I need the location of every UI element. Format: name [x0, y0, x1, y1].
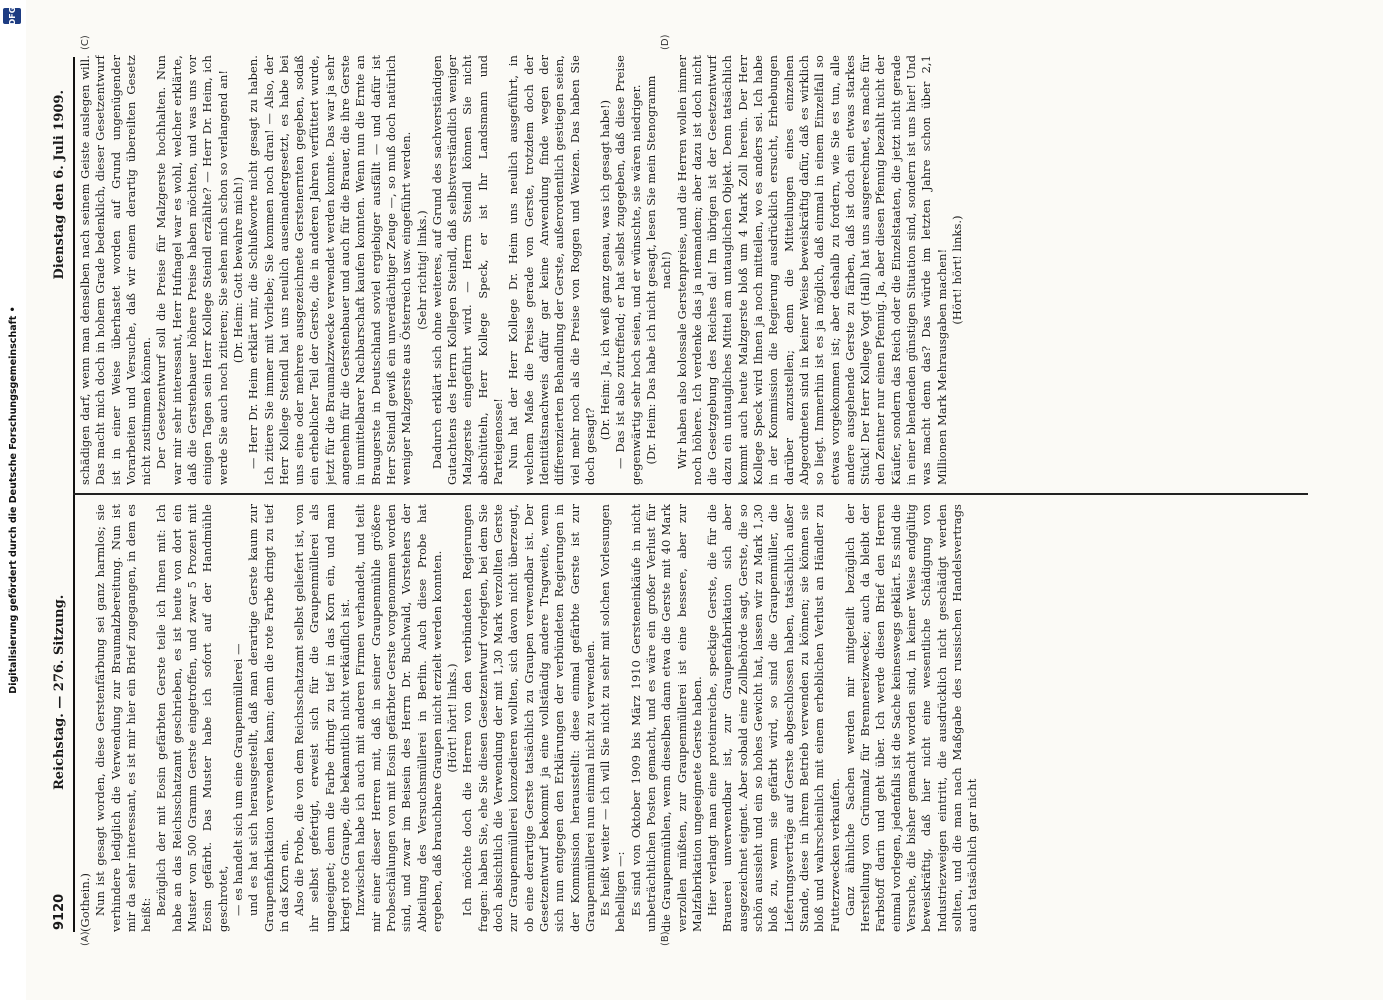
right-column [78, 55, 1298, 485]
paragraph: — Herr Dr. Heim erklärt mir, die Schlußworte nicht gesagt zu haben. Ich zitiere Sie immer mit Vorliebe; Sie kommen noch dran! — Also, der Herr Kollege Steindl hat uns neulich auseinandergesetzt, es habe bei uns eine oder mehrere ausgezeichnete Gerstenernten gegeben, sodaß ein erheblicher Teil der Gerste, die in anderen Jahren verfüttert wurde, jetzt für die Braumalzzwecke verwendet werden konnte. Das war ja sehr angenehm für die Gerstenbauer und auch für die Brauer, die ihre Gerste in unmittelbarer Nachbarschaft kaufen konnten. Wenn nun die Ernte an Braugerste in Deutschland soviel ergiebiger ausfällt — und dafür ist Herr Steindl gewiß ein unverdächtiger Zeuge —, so muß doch natürlich weniger Malzgerste aus Österreich usw. eingeführt werden. [246, 55, 414, 485]
paragraph: Dadurch erklärt sich ohne weiteres, auf Grund des sachverständigen Gutachtens des Herrn Kollegen Steindl, daß selbstverständlich weniger Malzgerste eingeführt wird. — Herrn Steindl können Sie nicht abschütteln, Herr Kollege Speck, er ist Ihr Landsmann und Parteigenosse! [429, 55, 506, 485]
margin-marker-b: (B) [660, 931, 671, 946]
page-header [52, 0, 72, 930]
paragraph: Nun ist gesagt worden, diese Gerstenfärbung sei ganz harmlos; sie verhindere lediglich die Verwendung zur Braumalzbereitung. Nun ist mir da sehr interessant, es ist mir hier ein Brief zugegangen, in dem es heißt: [93, 504, 154, 932]
header-session: Reichstag. — 276. Sitzung. [52, 594, 67, 790]
margin-marker-a: (A) [80, 931, 91, 946]
paragraph: (Dr. Heim: Das habe ich nicht gesagt, lesen Sie mein Stenogramm nach!) [643, 75, 674, 465]
margin-marker-d: (D) [660, 34, 671, 50]
paragraph: (Dr. Heim: Gott bewahre mich!) [230, 176, 245, 364]
paragraph: (Dr. Heim: Ja, ich weiß ganz genau, was ich gesagt habe!) [598, 99, 613, 441]
paragraph: schädigen darf, wenn man denselben nach seinem Geiste auslegen will. Das macht mich doch in hohem Grade bedenklich, dieser Gesetzentwurf ist in einer Weise überhastet worden auf Grund ungenügender Vorarbeiten und Versuche, daß wir einem derartig übereilten Gesetz nicht zustimmen können. [78, 55, 154, 485]
column-divider [73, 493, 1308, 495]
paragraph: Ich möchte doch die Herren von den verbündeten Regierungen fragen: haben Sie, ehe Sie diesen Gesetzentwurf vorlegten, bei dem Sie doch absichtlich die Verwendung der mit 1,30 Mark verzollten Gerste zur Graupenmüllerei konzedieren wollten, sich davon nicht überzeugt, ob eine derartige Gerste tatsächlich zu Graupen verwendbar ist. Der Gesetzentwurf bekommt ja eine vollständig andere Tragweite, wenn sich nun entgegen den Erklärungen der verbündeten Regierungen in der Kommission herausstellt: diese einmal gefärbte Gerste ist zur Graupenmüllerei nun einmal nicht zu verwenden. [460, 504, 597, 932]
paragraph: Es sind von Oktober 1909 bis März 1910 Gersteneinkäufe in nicht unbeträchtlichen Posten gemacht, und es wäre ein großer Verlust für die Graupenmühlen, wenn dieselben dann etwa die Gerste mit 40 Mark verzollen müßten, zur Graupenmüllerei ist eine bessere, aber zur Malzfabrikation ungeeignete Gerste haben. [628, 504, 704, 932]
paragraph: Also die Probe, die von dem Reichsschatzamt selbst geliefert ist, von ihr selbst gefertigt, erweist sich für die Graupenmüllerei als ungeeignet; denn die Farbe dringt zu tief in das Korn ein, und man kriegt rote Graupe, die bekanntlich nicht verkäuflich ist. [292, 504, 353, 932]
paragraph: Ganz ähnliche Sachen werden mir mitgeteilt bezüglich der Herstellung von Grünmalz für Brennereizwecke; auch da bleibt der Farbstoff darin und geht über. Ich werde diesen Brief den Herren einmal vorlegen, jedenfalls ist die Sache keineswegs geklärt. Es sind die Versuche, die bisher gemacht worden sind, in keiner Weise endgültig beweiskräftig, daß hier nicht eine wesentliche Schädigung von Industriezweigen eintritt, die ausdrücklich nicht geschädigt werden sollten, und die man nach Maßgabe des russischen Handelsvertrags auch tatsächlich gar nicht [842, 504, 980, 932]
paragraph: Bezüglich der mit Eosin gefärbten Gerste teile ich Ihnen mit: Ich habe an das Reichsschatzamt geschrieben, es ist heute von dort ein Muster von 500 Gramm Gerste eingetroffen, und zwar 5 Prozent mit Eosin gefärbt. Das Muster habe ich sofort auf der Handmühle geschrotet, [154, 504, 230, 932]
paragraph: (Hört! hört! links.) [445, 663, 460, 773]
page-number: 9120 [52, 893, 67, 930]
margin-marker-c: (C) [80, 35, 91, 50]
paragraph: — es handelt sich um eine Graupenmüllerei — [230, 643, 245, 916]
paragraph: (Hört! hört! links.) [949, 215, 964, 325]
paragraph: Hier verlangt man eine proteinreiche, speckige Gerste, die für die Brauerei unverwendbar ist, zur Graupenfabrikation sich aber ausgezeichnet eignet. Aber sobald eine Zollbehörde sagt, Gerste, die so schön aussieht und ein so hohes Gewicht hat, lassen wir zu Mark 1,30 bloß zu, wenn sie gefärbt wird, so sind die Graupenmüller, die Lieferungsverträge auf Gerste abgeschlossen haben, tatsächlich außer Stande, diese in ihrem Betrieb verwenden zu können; sie können sie bloß und wahrscheinlich mit einem erheblichen Verlust an Händler zu Futterzwecken verkaufen. [705, 504, 842, 932]
paragraph: Der Gesetzentwurf soll die Preise für Malzgerste hochhalten. Nun war mir sehr interessant, Herr Hufnagel war es wohl, welcher erklärte, daß die Gerstenbauer höhere Preise haben möchten, und was uns vor einigen Tagen sein Herr Kollege Steindl erzählte? — Herr Dr. Heim, ich werde Sie auch noch zitieren; Sie sehen mich schon so verlangend an! [154, 55, 230, 485]
paragraph: (Gothein.) [78, 872, 92, 932]
digitization-notice-text: Digitalisierung gefördert durch die Deutsche Forschungsgemeinschaft • [7, 306, 19, 694]
paragraph: Es heißt weiter — ich will Sie nicht zu sehr mit solchen Vorlesungen behelligen —: [598, 504, 628, 932]
digitization-notice [0, 0, 26, 1000]
paragraph: und es hat sich herausgestellt, daß man derartige Gerste kaum zur Graupenfabrikation verwenden kann; denn die rote Farbe dringt zu tief in das Korn ein. [246, 504, 291, 932]
paragraph: (Sehr richtig! links.) [414, 210, 429, 330]
paragraph: — Das ist also zutreffend; er hat selbst zugegeben, daß diese Preise gegenwärtig sehr hoch seien, und er wünschte, sie wären niedriger. [613, 55, 643, 485]
dfg-logo-text: DFG [7, 6, 17, 26]
dfg-logo [3, 8, 21, 24]
paragraph: Wir haben also kolossale Gerstenpreise, und die Herren wollen immer noch höhere. Ich verdenke das ja niemandem; aber dazu ist doch nicht die Gesetzgebung des Reiches da! Im übrigen ist der Gesetzentwurf dazu ein untaugliches Mittel am untauglichen Objekt. Denn tatsächlich kommt auch heute Malzgerste bloß um 4 Mark Zoll herein. Der Herr Kollege Speck wird Ihnen ja noch mitteilen, wo es anders sei. Ich habe in der Kommission die Regierung ausdrücklich ersucht, Erhebungen darüber anzustellen; denn die Mitteilungen eines einzelnen Abgeordneten sind in keiner Weise beweiskräftig dafür, daß es wirklich so liegt. Immerhin ist es ja möglich, daß einmal in einem Einzelfall so etwas vorgekommen ist; aber deshalb zu fordern, wie Sie es tun, alle andere ausgehende Gerste zu färben, daß ist doch ein etwas starkes Stück! Der Herr Kollege Vogt (Hall) hat uns ausgerechnet, es mache für den Zentner nur einen Pfennig. Ja, aber diesen Pfennig bezahlt nicht der Käufer, sondern das Reich oder die Einzelstaaten, die jetzt nicht gerade in einer blendenden günstigen Situation sind, sondern ist uns hier! Und was macht denn das? Das würde im letzten Jahre schon über 2,1 Millionen Mark Mehrausgaben machen! [674, 55, 949, 485]
header-date: Dienstag den 6. Juli 1909. [52, 90, 67, 280]
paragraph: Inzwischen habe ich auch mit anderen Firmen verhandelt, und teilt mir einer dieser Herren mit, daß in seiner Graupenmühle größere Probeschälungen von mit Eosin gefärbter Gerste vorgenommen worden sind, und zwar im Beisein des Herrn Dr. Buchwald, Vorstehers der Abteilung des Versuchsmüllerei in Berlin. Auch diese Probe hat ergeben, daß brauchbare Graupen nicht erzielt werden konnten. [353, 504, 444, 932]
paragraph: Nun hat der Herr Kollege Dr. Heim uns neulich ausgeführt, in welchem Maße die Preise gerade von Gerste, trotzdem doch der Identitätsnachweis dafür gar keine Anwendung finde wegen der differenzierten Behandlung der Gerste, außerordentlich gestiegen seien, viel mehr noch als die Preise von Roggen und Weizen. Das haben Sie doch gesagt? [506, 55, 597, 485]
left-column [78, 504, 1298, 932]
